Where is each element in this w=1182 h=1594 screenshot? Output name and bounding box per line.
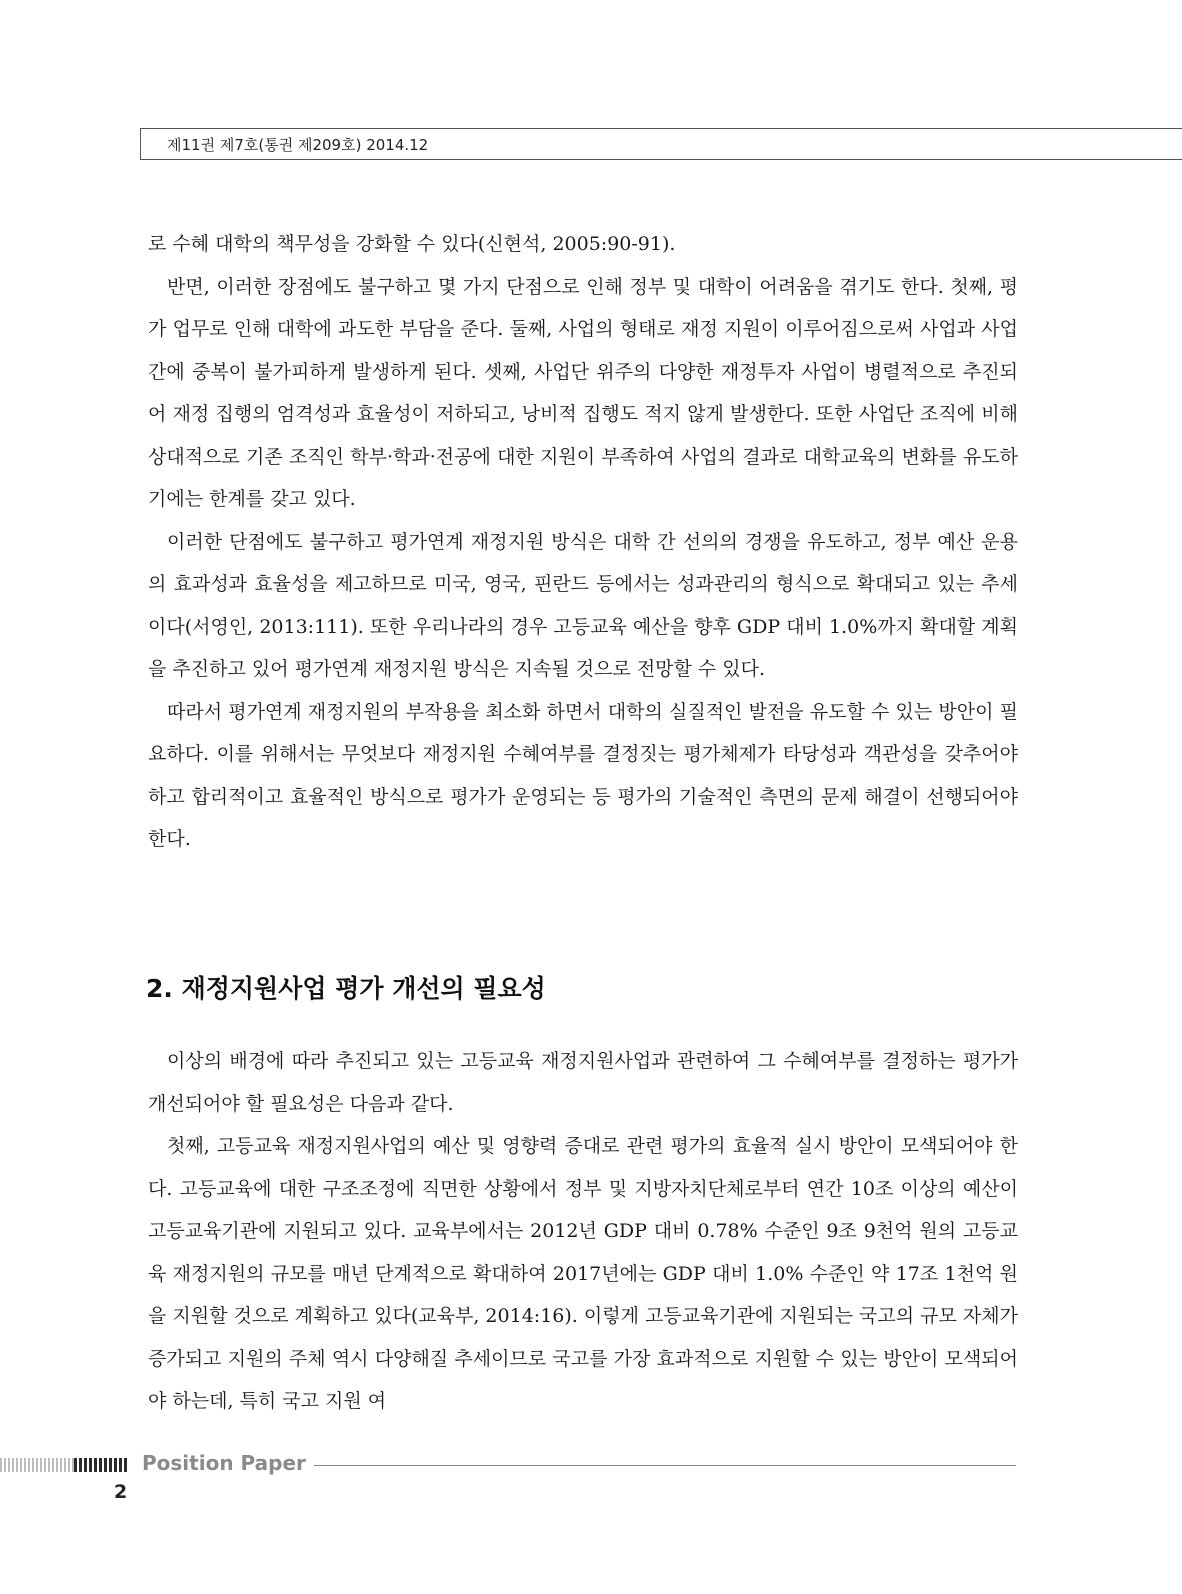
running-header — [140, 128, 1182, 160]
paragraph: 이러한 단점에도 불구하고 평가연계 재정지원 방식은 대학 간 선의의 경쟁을 유도하고, 정부 예산 운용의 효과성과 효율성을 제고하므로 미국, 영국, 핀란드 등에서는 성과관리의 형식으로 확대되고 있는 추세이다(서영인, 2013:111). 또한 우리나라의 경우 고등교육 예산을 향후 GDP 대비 1.0%까지 확대할 계획을 추진하고 있어 평가연계 재정지원 방식은 지속될 것으로 전망할 수 있다. — [148, 530, 1018, 680]
paragraph: 이상의 배경에 따라 추진되고 있는 고등교육 재정지원사업과 관련하여 그 수혜여부를 결정하는 평가가 개선되어야 할 필요성은 다음과 같다. — [148, 1050, 1018, 1115]
paragraph: 반면, 이러한 장점에도 불구하고 몇 가지 단점으로 인해 정부 및 대학이 어려움을 겪기도 한다. 첫째, 평가 업무로 인해 대학에 과도한 부담을 준다. 둘째, 사업의 형태로 재정 지원이 이루어짐으로써 사업과 사업 간에 중복이 불가피하게 발생하게 된다. 셋째, 사업단 위주의 다양한 재정투자 사업이 병렬적으로 추진되어 재정 집행의 엄격성과 효율성이 저하되고, 낭비적 집행도 적지 않게 발생한다. 또한 사업단 조직에 비해 상대적으로 기존 조직인 학부·학과·전공에 대한 지원이 부족하여 사업의 결과로 대학교육의 변화를 유도하기에는 한계를 갖고 있다. — [148, 275, 1018, 510]
page-number: 2 — [114, 1481, 128, 1503]
footer-label: Position Paper — [142, 1451, 306, 1475]
paragraph-continuation: 로 수혜 대학의 책무성을 강화할 수 있다(신현석, 2005:90-91). — [148, 233, 676, 255]
section-heading: 2. 재정지원사업 평가 개선의 필요성 — [146, 974, 546, 1003]
paragraph: 첫째, 고등교육 재정지원사업의 예산 및 영향력 증대로 관련 평가의 효율적 실시 방안이 모색되어야 한다. 고등교육에 대한 구조조정에 직면한 상황에서 정부 및 지방자치단체로부터 연간 10조 이상의 예산이 고등교육기관에 지원되고 있다. 교육부에서는 2012년 GDP 대비 0.78% 수준인 9조 9천억 원의 고등교육 재정지원의 규모를 매년 단계적으로 확대하여 2017년에는 GDP 대비 1.0% 수준인 약 17조 1천억 원을 지원할 것으로 계획하고 있다(교육부, 2014:16). 이렇게 고등교육기관에 지원되는 국고의 규모 자체가 증가되고 지원의 주체 역시 다양해질 추세이므로 국고를 가장 효과적으로 지원할 수 있는 방안이 모색되어야 하는데, 특히 국고 지원 여 — [148, 1135, 1018, 1412]
footer-stripe-decoration-dark — [74, 1458, 128, 1472]
running-title: 제11권 제7호(통권 제209호) 2014.12 — [167, 136, 429, 154]
paragraph: 따라서 평가연계 재정지원의 부작용을 최소화 하면서 대학의 실질적인 발전을 유도할 수 있는 방안이 필요하다. 이를 위해서는 무엇보다 재정지원 수혜여부를 결정짓는 평가체제가 타당성과 객관성을 갖추어야 하고 합리적이고 효율적인 방식으로 평가가 운영되는 등 평가의 기술적인 측면의 문제 해결이 선행되어야 한다. — [148, 700, 1018, 850]
footer-divider — [314, 1465, 1016, 1466]
body-text-bottom — [148, 1040, 1018, 1423]
body-text-top — [148, 223, 1018, 861]
